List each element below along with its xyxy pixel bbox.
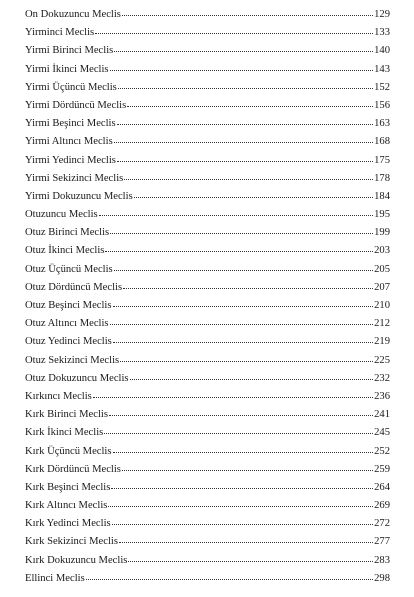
toc-dot-leader (113, 334, 373, 344)
toc-entry-page: 175 (374, 154, 390, 166)
toc-dot-leader (99, 207, 373, 217)
toc-entry-page: 199 (374, 227, 390, 239)
toc-entry-page: 236 (374, 390, 390, 402)
toc-entry[interactable] (25, 533, 390, 551)
toc-entry-title: Kırk Beşinci Meclis (25, 481, 111, 493)
toc-entry-title: Kırk Dokuzuncu Meclis (25, 554, 128, 566)
toc-entry-page: 264 (374, 481, 390, 493)
toc-entry[interactable] (25, 133, 390, 151)
toc-entry-title: Otuz Altıncı Meclis (25, 318, 109, 330)
toc-dot-leader (114, 43, 373, 53)
toc-entry-title: Yirmi Dokuzuncu Meclis (25, 190, 133, 202)
toc-entry-title: Otuz Yedinci Meclis (25, 336, 112, 348)
toc-dot-leader (120, 353, 373, 363)
toc-entry[interactable] (25, 297, 390, 315)
toc-dot-leader (113, 444, 374, 454)
toc-entry[interactable] (25, 370, 390, 388)
toc-entry-title: Otuz Dokuzuncu Meclis (25, 372, 129, 384)
toc-entry-title: Otuz Beşinci Meclis (25, 300, 112, 311)
toc-entry[interactable] (25, 279, 390, 297)
toc-entry-page: 205 (374, 263, 390, 275)
toc-entry-title: Yirmi Sekizinci Meclis (25, 172, 124, 184)
toc-entry[interactable] (25, 315, 390, 333)
toc-entry[interactable] (25, 188, 390, 206)
toc-entry[interactable] (25, 42, 390, 60)
toc-entry-page: 203 (374, 245, 390, 257)
toc-dot-leader (124, 171, 373, 181)
toc-entry-page: 168 (374, 136, 390, 148)
toc-entry-page: 241 (374, 409, 390, 421)
toc-entry[interactable] (25, 570, 390, 588)
toc-entry-title: Otuz Birinci Meclis (25, 227, 110, 239)
toc-entry-title: Otuz Üçüncü Meclis (25, 263, 113, 275)
toc-entry[interactable] (25, 224, 390, 242)
toc-entry-title: Otuzuncu Meclis (25, 209, 98, 221)
toc-entry[interactable] (25, 170, 390, 188)
toc-entry-page: 272 (374, 518, 390, 530)
toc-dot-leader (123, 280, 373, 290)
toc-entry[interactable] (25, 497, 390, 515)
toc-entry[interactable] (25, 552, 390, 570)
toc-entry-page: 129 (374, 9, 390, 20)
toc-entry-title: Ellinci Meclis (25, 572, 85, 584)
toc-entry-title: Kırkıncı Meclis (25, 390, 92, 402)
toc-entry-title: Kırk Altıncı Meclis (25, 500, 108, 512)
toc-dot-leader (105, 243, 373, 253)
toc-entry[interactable] (25, 206, 390, 224)
toc-dot-leader (110, 316, 374, 326)
toc-entry-title: Yirmi Dördüncü Meclis (25, 99, 127, 111)
toc-dot-leader (117, 153, 373, 163)
toc-entry-page: 140 (374, 45, 390, 57)
toc-entry[interactable] (25, 6, 390, 24)
toc-entry-title: Otuz İkinci Meclis (25, 245, 105, 257)
toc-dot-leader (108, 498, 373, 508)
toc-entry-title: Kırk Dördüncü Meclis (25, 463, 121, 475)
toc-entry-page: 219 (374, 336, 390, 348)
toc-dot-leader (113, 298, 374, 308)
toc-entry[interactable] (25, 424, 390, 442)
toc-entry[interactable] (25, 24, 390, 42)
toc-entry-page: 245 (374, 427, 390, 439)
toc-entry-page: 212 (374, 318, 390, 330)
toc-entry-title: Yirmi Birinci Meclis (25, 45, 114, 57)
toc-entry-page: 298 (374, 572, 390, 584)
toc-dot-leader (118, 80, 373, 90)
toc-entry[interactable] (25, 515, 390, 533)
toc-dot-leader (114, 134, 373, 144)
toc-entry[interactable] (25, 388, 390, 406)
toc-dot-leader (122, 7, 373, 17)
toc-dot-leader (122, 462, 373, 472)
toc-dot-leader (112, 516, 373, 526)
toc-entry[interactable] (25, 115, 390, 133)
toc-entry[interactable] (25, 242, 390, 260)
toc-entry-page: 210 (374, 300, 390, 311)
toc-dot-leader (130, 371, 374, 381)
toc-entry-page: 178 (374, 172, 390, 184)
toc-entry[interactable] (25, 333, 390, 351)
toc-entry-title: Yirmi Üçüncü Meclis (25, 81, 117, 93)
toc-dot-leader (117, 116, 373, 126)
toc-entry-title: Kırk Üçüncü Meclis (25, 445, 112, 457)
toc-entry-page: 163 (374, 118, 390, 130)
toc-entry-page: 225 (374, 354, 390, 366)
toc-entry-page: 252 (374, 445, 390, 457)
toc-entry[interactable] (25, 443, 390, 461)
toc-entry-title: Yirminci Meclis (25, 27, 95, 39)
toc-entry-page: 269 (374, 500, 390, 512)
toc-entry-page: 207 (374, 281, 390, 293)
toc-entry[interactable] (25, 352, 390, 370)
toc-entry[interactable] (25, 61, 390, 79)
toc-entry[interactable] (25, 79, 390, 97)
toc-entry[interactable] (25, 461, 390, 479)
toc-entry-title: Otuz Sekizinci Meclis (25, 354, 120, 366)
toc-dot-leader (93, 389, 373, 399)
toc-entry-title: Yirmi İkinci Meclis (25, 63, 109, 75)
toc-dot-leader (119, 534, 373, 544)
toc-entry-page: 283 (374, 554, 390, 566)
toc-dot-leader (110, 62, 374, 72)
toc-entry-page: 152 (374, 81, 390, 93)
toc-entry-title: Kırk Yedinci Meclis (25, 518, 111, 530)
toc-entry[interactable] (25, 97, 390, 115)
toc-dot-leader (134, 189, 373, 199)
toc-entry-page: 184 (374, 190, 390, 202)
toc-entry-title: Yirmi Altıncı Meclis (25, 136, 113, 148)
toc-entry-page: 259 (374, 463, 390, 475)
toc-dot-leader (95, 25, 373, 35)
table-of-contents (25, 6, 390, 588)
toc-entry-page: 156 (374, 99, 390, 111)
toc-entry[interactable] (25, 261, 390, 279)
toc-dot-leader (111, 480, 373, 490)
toc-entry-title: Kırk Birinci Meclis (25, 409, 108, 421)
toc-dot-leader (128, 553, 373, 563)
toc-entry-title: Yirmi Beşinci Meclis (25, 118, 116, 130)
toc-entry-page: 133 (374, 27, 390, 39)
toc-dot-leader (109, 407, 373, 417)
toc-dot-leader (114, 262, 373, 272)
toc-entry[interactable] (25, 406, 390, 424)
toc-dot-leader (110, 225, 373, 235)
toc-entry[interactable] (25, 152, 390, 170)
toc-dot-leader (86, 571, 373, 581)
toc-entry-page: 143 (374, 63, 390, 75)
toc-entry-title: Kırk İkinci Meclis (25, 427, 104, 439)
toc-entry-page: 277 (374, 536, 390, 548)
toc-entry-title: On Dokuzuncu Meclis (25, 9, 121, 20)
toc-entry-title: Otuz Dördüncü Meclis (25, 281, 123, 293)
toc-entry-page: 195 (374, 209, 390, 221)
toc-entry-title: Yirmi Yedinci Meclis (25, 154, 116, 166)
toc-entry[interactable] (25, 479, 390, 497)
toc-dot-leader (127, 98, 373, 108)
toc-entry-page: 232 (374, 372, 390, 384)
toc-dot-leader (104, 425, 373, 435)
toc-entry-title: Kırk Sekizinci Meclis (25, 536, 118, 548)
